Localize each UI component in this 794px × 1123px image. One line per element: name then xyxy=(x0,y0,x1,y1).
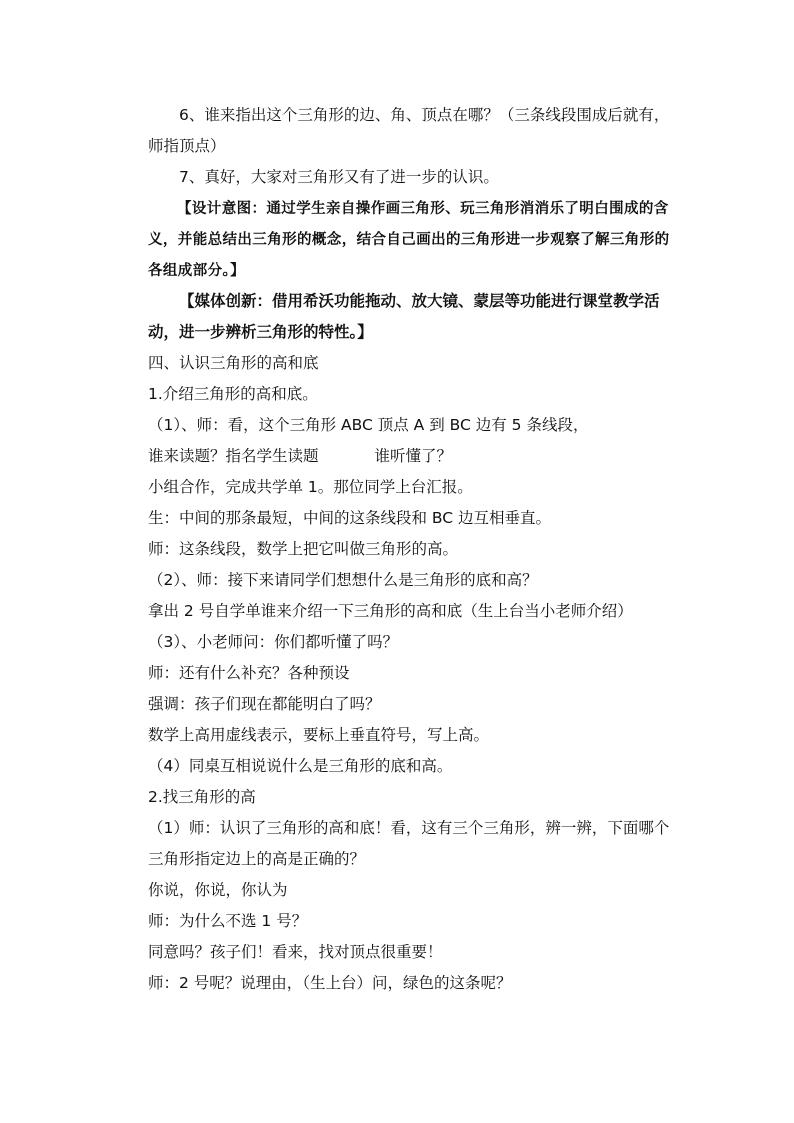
group-cooperation-line: 小组合作，完成共学单 1。那位同学上台汇报。 xyxy=(148,478,473,496)
read-question-text: 谁来读题？指名学生读题 xyxy=(148,447,319,465)
student-answer-line: 生：中间的那条最短，中间的这条线段和 BC 边互相垂直。 xyxy=(148,509,552,527)
step-4-pair-discussion: （4）同桌互相说说什么是三角形的底和高。 xyxy=(148,757,453,775)
step-2-base-and-height: （2）、师：接下来请同学们想想什么是三角形的底和高？ xyxy=(148,571,538,589)
self-study-sheet-line: 拿出 2 号自学单谁来介绍一下三角形的高和底（生上台当小老师介绍） xyxy=(148,602,633,620)
agree-line: 同意吗？孩子们！看来，找对顶点很重要！ xyxy=(148,943,443,961)
number-2-line: 师：2 号呢？说理由，（生上台）问，绿色的这条呢？ xyxy=(148,974,512,992)
step-find-correct-height: （1）师：认识了三角形的高和底！看，这有三个三角形，辨一辨，下面哪个三角形指定边上的高是正确的？ xyxy=(148,819,670,868)
why-not-1-line: 师：为什么不选 1 号？ xyxy=(148,912,308,930)
subsection-introduce-height-base: 1.介绍三角形的高和底。 xyxy=(148,385,318,403)
step-1-five-segments: （1）、师：看，这个三角形 ABC 顶点 A 到 BC 边有 5 条线段， xyxy=(148,416,589,434)
design-intent-note: 【设计意图：通过学生亲自操作画三角形、玩三角形消消乐了明白围成的含义，并能总结出三角形的概念，结合自己画出的三角形进一步观察了解三角形的各组成部分。】 xyxy=(148,200,670,279)
emphasis-line: 强调：孩子们现在都能明白了吗？ xyxy=(148,695,381,713)
section-heading-height-base: 四、认识三角形的高和底 xyxy=(148,354,319,372)
step-3-little-teacher: （3）、小老师问：你们都听懂了吗？ xyxy=(148,633,399,651)
who-understood-text: 谁听懂了？ xyxy=(374,447,453,465)
teacher-height-definition: 师：这条线段，数学上把它叫做三角形的高。 xyxy=(148,540,459,558)
paragraph-further-understanding: 7、真好，大家对三角形又有了进一步的认识。 xyxy=(179,168,499,186)
dashed-line-note: 数学上高用虚线表示，要标上垂直符号，写上高。 xyxy=(148,726,490,744)
you-say-line: 你说，你说，你认为 xyxy=(148,881,288,899)
media-innovation-note: 【媒体创新：借用希沃功能拖动、放大镜、蒙层等功能进行课堂教学活动，进一步辨析三角形的特性。】 xyxy=(148,292,660,341)
subsection-find-height: 2.找三角形的高 xyxy=(148,788,256,806)
paragraph-identify-parts: 6、谁来指出这个三角形的边、角、顶点在哪？（三条线段围成后就有，师指顶点） xyxy=(148,106,670,155)
document-body xyxy=(148,100,678,999)
teacher-supplement-line: 师：还有什么补充？各种预设 xyxy=(148,664,350,682)
reading-question-line xyxy=(148,441,678,472)
